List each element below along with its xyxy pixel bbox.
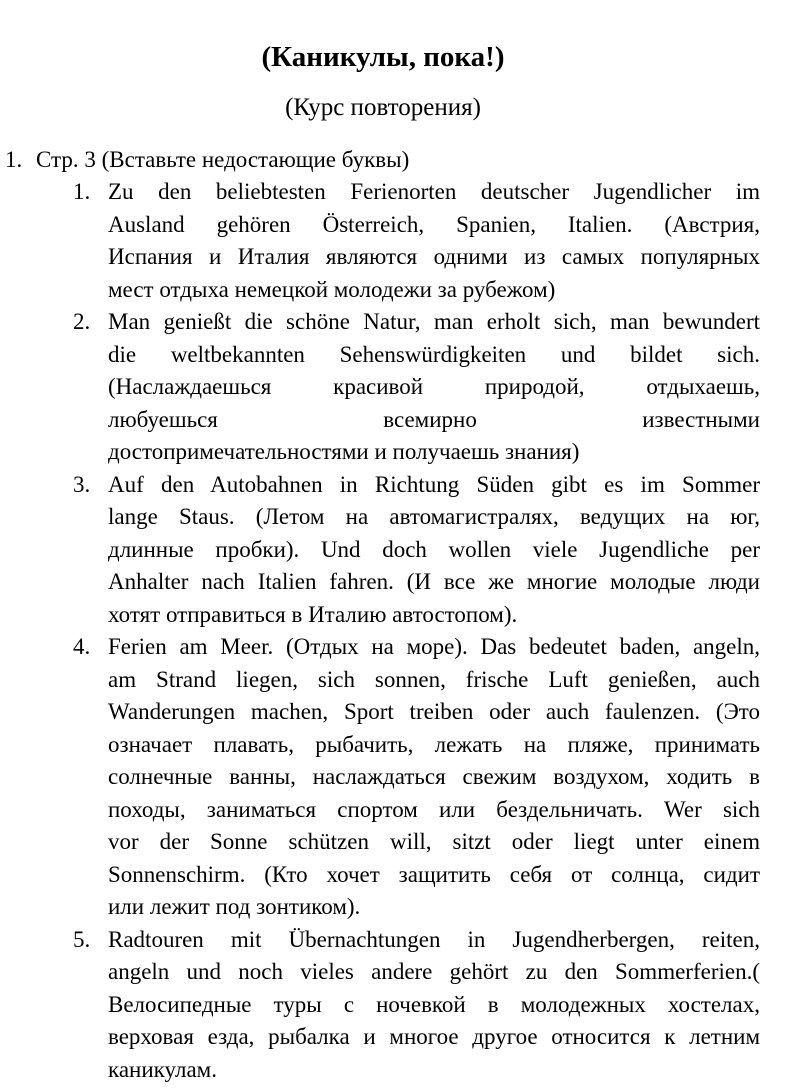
task-number: 1. [5,147,23,172]
item-text [108,924,760,1087]
text-line: мест отдыха немецкой молодежи за рубежом) [108,276,556,302]
item-text [108,469,760,632]
item-number: 3. [73,471,91,497]
text-line: lange Staus. (Летом на автомагистралях, ведущих на юг, [108,504,760,529]
document-header [0,40,766,123]
text-line: Wanderungen machen, Sport treiben oder auch faulenzen. (Это [108,699,760,724]
list-item [73,176,800,306]
text-line: Sonnenschirm. (Кто хочет защитить себя от солнца, сидит [108,861,760,887]
task-heading [5,143,800,176]
text-line: означает плавать, рыбачить, лежать на пляже, принимать [108,731,760,757]
document-subtitle: (Курс повторения) [285,94,481,121]
list-item [73,631,800,924]
item-text [108,631,760,924]
item-text [108,306,760,469]
task-text: Стр. 3 (Вставьте недостающие буквы) [36,147,410,172]
item-number: 1. [73,179,91,204]
text-line: Auf den Autobahnen in Richtung Süden gibt es im Sommer [108,471,760,497]
text-line: Ferien am Meer. (Отдых на море). Das bedeutet baden, angeln, [108,634,760,659]
list-item [73,924,800,1087]
text-line: или лежит под зонтиком). [108,894,361,919]
text-line: достопримечательностями и получаешь знания) [108,439,580,464]
text-line: Radtouren mit Übernachtungen in Jugendherbergen, reiten, [108,926,760,952]
text-line: каникулам. [108,1056,217,1082]
list-item [73,469,800,632]
text-line: длинные пробки). Und doch wollen viele Jugendliche per [108,536,760,562]
text-line: верховая езда, рыбалка и многое другое относится к летним [108,1024,760,1049]
item-text [108,176,760,306]
text-line: die weltbekannten Sehenswürdigkeiten und bildet sich. [108,341,760,367]
text-line: солнечные ванны, наслаждаться свежим воздухом, ходить в [108,764,760,789]
text-line: am Strand liegen, sich sonnen, frische Luft genießen, auch [108,666,760,692]
text-line: Man genießt die schöne Natur, man erholt sich, man bewundert [108,309,760,334]
item-number: 5. [73,926,91,952]
document-title: (Каникулы, пока!) [261,41,505,73]
text-line: хотят отправиться в Италию автостопом). [108,601,518,627]
text-line: Anhalter nach Italien fahren. (И все же многие молодые люди [108,569,760,594]
text-line: Ausland gehören Österreich, Spanien, Italien. (Австрия, [108,211,760,237]
item-number: 4. [73,634,91,659]
exercise-list [73,176,800,1086]
text-line: angeln und noch vieles andere gehört zu den Sommerferien.( [108,959,760,984]
text-line: Велосипедные туры с ночевкой в молодежных хостелах, [108,991,760,1017]
text-line: Zu den beliebtesten Ferienorten deutscher Jugendlicher im [108,179,760,204]
text-line: любуешься всемирно известными [108,406,760,432]
text-line: походы, заниматься спортом или бездельничать. Wer sich [108,796,760,822]
text-line: vor der Sonne schützen will, sitzt oder liegt unter einem [108,829,760,854]
text-line: Испания и Италия являются одними из самых популярных [108,244,760,269]
text-line: (Наслаждаешься красивой природой, отдыхаешь, [108,374,760,399]
item-number: 2. [73,309,91,334]
list-item [73,306,800,469]
